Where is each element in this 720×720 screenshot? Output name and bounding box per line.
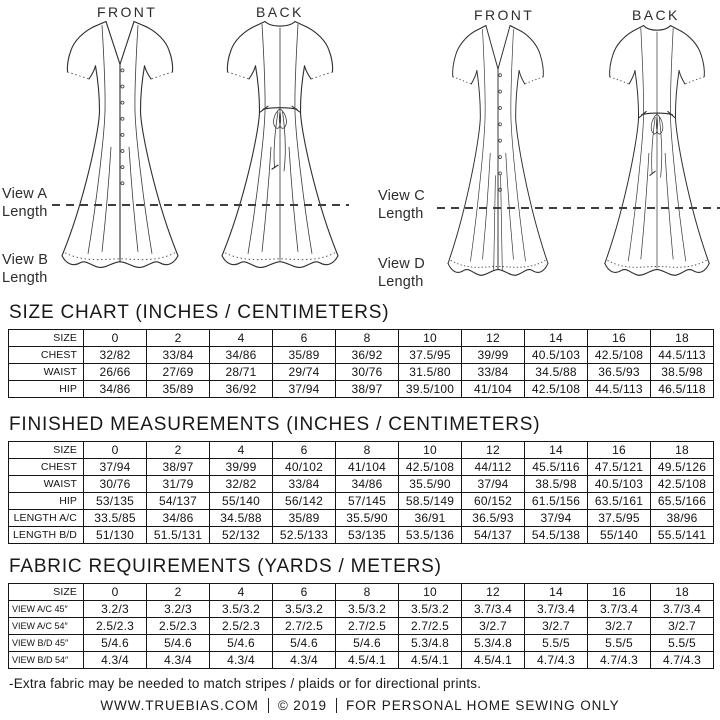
measurement-cell: 3.7/3.4: [525, 601, 588, 618]
size-column-header: 14: [525, 442, 588, 459]
measurement-cell: 3.5/3.2: [210, 601, 273, 618]
row-label: VIEW A/C 45″: [9, 601, 84, 618]
measurement-cell: 31/79: [147, 476, 210, 493]
measurement-cell: 35.5/90: [336, 510, 399, 527]
row-label: LENGTH B/D: [9, 527, 84, 544]
measurement-cell: 39.5/100: [399, 381, 462, 398]
header-row: [9, 584, 714, 601]
size-header-label: SIZE: [9, 442, 84, 459]
measurement-cell: 37/94: [525, 510, 588, 527]
pattern-illustrations: [0, 0, 720, 296]
measurement-cell: 4.3/4: [273, 652, 336, 669]
view-a-label-line2: Length: [2, 204, 48, 221]
measurement-cell: 37/94: [84, 459, 147, 476]
table-row: [9, 347, 714, 364]
size-column-header: 12: [462, 330, 525, 347]
measurement-cell: 40/102: [273, 459, 336, 476]
measurement-cell: 35/89: [273, 347, 336, 364]
measurement-cell: 28/71: [210, 364, 273, 381]
view-c-label-line2: Length: [378, 206, 424, 223]
measurement-cell: 31.5/80: [399, 364, 462, 381]
measurement-cell: 56/142: [273, 493, 336, 510]
table-row: [9, 635, 714, 652]
measurement-cell: 27/69: [147, 364, 210, 381]
measurement-cell: 36.5/93: [462, 510, 525, 527]
view-c-length-label: [378, 187, 425, 223]
measurement-cell: 51/130: [84, 527, 147, 544]
measurement-cell: 33/84: [147, 347, 210, 364]
size-column-header: 10: [399, 584, 462, 601]
view-a-label-line1: View A: [2, 186, 48, 202]
measurement-cell: 3.5/3.2: [399, 601, 462, 618]
view-b-length-label: [2, 251, 48, 287]
measurement-cell: 3.2/3: [147, 601, 210, 618]
measurement-cell: 38.5/98: [651, 364, 714, 381]
size-column-header: 14: [525, 330, 588, 347]
measurement-cell: 32/82: [210, 476, 273, 493]
measurement-cell: 41/104: [336, 459, 399, 476]
table-row: [9, 459, 714, 476]
measurement-cell: 36/92: [210, 381, 273, 398]
measurement-cell: 60/152: [462, 493, 525, 510]
size-column-header: 6: [273, 584, 336, 601]
view-b-label-line1: View B: [2, 252, 49, 268]
measurement-cell: 2.7/2.5: [273, 618, 336, 635]
measurement-cell: 61.5/156: [525, 493, 588, 510]
row-label: WAIST: [9, 364, 84, 381]
header-row: [9, 442, 714, 459]
measurement-cell: 36/92: [336, 347, 399, 364]
table-row: [9, 652, 714, 669]
measurement-cell: 4.3/4: [210, 652, 273, 669]
finished-measurements-table: [8, 441, 714, 544]
measurement-cell: 54/137: [147, 493, 210, 510]
finished-measurements-title: FINISHED MEASUREMENTS (INCHES / CENTIMETERS): [9, 414, 541, 435]
measurement-cell: 42.5/108: [651, 476, 714, 493]
measurement-cell: 5/4.6: [84, 635, 147, 652]
table-row: [9, 510, 714, 527]
row-label: VIEW B/D 45″: [9, 635, 84, 652]
measurement-cell: 5/4.6: [273, 635, 336, 652]
measurement-cell: 34/86: [147, 510, 210, 527]
measurement-cell: 4.5/4.1: [336, 652, 399, 669]
size-column-header: 16: [588, 330, 651, 347]
size-column-header: 0: [84, 442, 147, 459]
measurement-cell: 55.5/141: [651, 527, 714, 544]
view-b-label-line2: Length: [2, 270, 48, 287]
size-column-header: 6: [273, 330, 336, 347]
measurement-cell: 4.7/4.3: [588, 652, 651, 669]
table-row: [9, 618, 714, 635]
footer-website: WWW.TRUEBIAS.COM: [100, 698, 259, 713]
measurement-cell: 36.5/93: [588, 364, 651, 381]
measurement-cell: 3/2.7: [588, 618, 651, 635]
measurement-cell: 54/137: [462, 527, 525, 544]
measurement-cell: 2.7/2.5: [399, 618, 462, 635]
view-d-length-label: [378, 255, 425, 291]
dress-front-illustration-view-cd: [442, 22, 554, 290]
measurement-cell: 57/145: [336, 493, 399, 510]
measurement-cell: 53.5/136: [399, 527, 462, 544]
measurement-cell: 3.2/3: [84, 601, 147, 618]
row-label: HIP: [9, 381, 84, 398]
measurement-cell: 52.5/133: [273, 527, 336, 544]
row-label: VIEW A/C 54″: [9, 618, 84, 635]
size-column-header: 6: [273, 442, 336, 459]
size-column-header: 18: [651, 330, 714, 347]
size-column-header: 2: [147, 442, 210, 459]
measurement-cell: 3.7/3.4: [651, 601, 714, 618]
measurement-cell: 41/104: [462, 381, 525, 398]
measurement-cell: 44/112: [462, 459, 525, 476]
measurement-cell: 5.3/4.8: [462, 635, 525, 652]
size-column-header: 2: [147, 584, 210, 601]
dress-back-illustration-view-cd: [594, 22, 720, 290]
measurement-cell: 3.5/3.2: [336, 601, 399, 618]
size-header-label: SIZE: [9, 584, 84, 601]
measurement-cell: 52/132: [210, 527, 273, 544]
size-column-header: 10: [399, 442, 462, 459]
footer: [0, 698, 720, 713]
measurement-cell: 5.5/5: [651, 635, 714, 652]
fabric-requirements-title: FABRIC REQUIREMENTS (YARDS / METERS): [9, 556, 442, 577]
size-column-header: 12: [462, 584, 525, 601]
measurement-cell: 2.5/2.3: [84, 618, 147, 635]
fabric-requirements-table: [8, 583, 714, 669]
table-row: [9, 601, 714, 618]
measurement-cell: 4.3/4: [84, 652, 147, 669]
measurement-cell: 3/2.7: [462, 618, 525, 635]
measurement-cell: 53/135: [84, 493, 147, 510]
size-column-header: 12: [462, 442, 525, 459]
measurement-cell: 53/135: [336, 527, 399, 544]
size-chart-title: SIZE CHART (INCHES / CENTIMETERS): [9, 302, 390, 323]
measurement-cell: 34.5/88: [525, 364, 588, 381]
size-column-header: 16: [588, 584, 651, 601]
row-label: WAIST: [9, 476, 84, 493]
size-column-header: 2: [147, 330, 210, 347]
row-label: LENGTH A/C: [9, 510, 84, 527]
measurement-cell: 42.5/108: [399, 459, 462, 476]
size-column-header: 8: [336, 330, 399, 347]
row-label: CHEST: [9, 347, 84, 364]
measurement-cell: 3.5/3.2: [273, 601, 336, 618]
view-d-label-line2: Length: [378, 274, 424, 291]
measurement-cell: 5/4.6: [336, 635, 399, 652]
size-chart-table: [8, 329, 714, 398]
extra-fabric-note: -Extra fabric may be needed to match stripes / plaids or for directional prints.: [9, 676, 482, 691]
view-d-label-line1: View D: [378, 256, 425, 272]
measurement-cell: 42.5/108: [525, 381, 588, 398]
dress-back-illustration-view-ab: [210, 18, 350, 282]
measurement-cell: 38.5/98: [525, 476, 588, 493]
size-column-header: 4: [210, 584, 273, 601]
measurement-cell: 29/74: [273, 364, 336, 381]
measurement-cell: 38/97: [147, 459, 210, 476]
measurement-cell: 30/76: [84, 476, 147, 493]
view-ab-front-label: FRONT: [97, 4, 158, 20]
measurement-cell: 54.5/138: [525, 527, 588, 544]
measurement-cell: 5.5/5: [525, 635, 588, 652]
measurement-cell: 5.5/5: [588, 635, 651, 652]
measurement-cell: 58.5/149: [399, 493, 462, 510]
measurement-cell: 4.7/4.3: [651, 652, 714, 669]
footer-divider: [336, 698, 337, 713]
measurement-cell: 49.5/126: [651, 459, 714, 476]
measurement-cell: 2.5/2.3: [210, 618, 273, 635]
size-column-header: 18: [651, 442, 714, 459]
table-row: [9, 493, 714, 510]
size-column-header: 4: [210, 442, 273, 459]
measurement-cell: 55/140: [588, 527, 651, 544]
measurement-cell: 26/66: [84, 364, 147, 381]
size-column-header: 0: [84, 330, 147, 347]
measurement-cell: 45.5/116: [525, 459, 588, 476]
measurement-cell: 34/86: [84, 381, 147, 398]
measurement-cell: 47.5/121: [588, 459, 651, 476]
row-label: VIEW B/D 54″: [9, 652, 84, 669]
header-row: [9, 330, 714, 347]
size-column-header: 16: [588, 442, 651, 459]
measurement-cell: 39/99: [462, 347, 525, 364]
measurement-cell: 40.5/103: [588, 476, 651, 493]
dress-front-illustration-view-ab: [55, 18, 185, 282]
table-row: [9, 381, 714, 398]
measurement-cell: 32/82: [84, 347, 147, 364]
measurement-cell: 51.5/131: [147, 527, 210, 544]
measurement-cell: 37/94: [462, 476, 525, 493]
measurement-cell: 37/94: [273, 381, 336, 398]
measurement-cell: 3.7/3.4: [588, 601, 651, 618]
measurement-cell: 33/84: [273, 476, 336, 493]
measurement-cell: 39/99: [210, 459, 273, 476]
measurement-cell: 34/86: [336, 476, 399, 493]
footer-usage: FOR PERSONAL HOME SEWING ONLY: [345, 698, 620, 713]
measurement-cell: 5.3/4.8: [399, 635, 462, 652]
measurement-cell: 42.5/108: [588, 347, 651, 364]
view-a-length-label: [2, 185, 48, 221]
size-column-header: 14: [525, 584, 588, 601]
measurement-cell: 36/91: [399, 510, 462, 527]
view-a-length-dashed-line: [52, 204, 349, 206]
row-label: HIP: [9, 493, 84, 510]
size-column-header: 10: [399, 330, 462, 347]
size-column-header: 18: [651, 584, 714, 601]
size-header-label: SIZE: [9, 330, 84, 347]
size-column-header: 4: [210, 330, 273, 347]
footer-divider: [268, 698, 269, 713]
measurement-cell: 35/89: [273, 510, 336, 527]
measurement-cell: 44.5/113: [651, 347, 714, 364]
measurement-cell: 37.5/95: [399, 347, 462, 364]
view-cd-front-label: FRONT: [474, 7, 535, 23]
footer-copyright: © 2019: [277, 698, 327, 713]
measurement-cell: 3.7/3.4: [462, 601, 525, 618]
measurement-cell: 4.5/4.1: [399, 652, 462, 669]
measurement-cell: 35.5/90: [399, 476, 462, 493]
row-label: CHEST: [9, 459, 84, 476]
measurement-cell: 2.5/2.3: [147, 618, 210, 635]
view-cd-back-label: BACK: [632, 7, 680, 23]
measurement-cell: 65.5/166: [651, 493, 714, 510]
view-c-label-line1: View C: [378, 188, 425, 204]
measurement-cell: 33.5/85: [84, 510, 147, 527]
measurement-cell: 33/84: [462, 364, 525, 381]
measurement-cell: 34/86: [210, 347, 273, 364]
measurement-cell: 34.5/88: [210, 510, 273, 527]
view-c-length-dashed-line: [437, 207, 720, 209]
measurement-cell: 4.7/4.3: [525, 652, 588, 669]
table-row: [9, 364, 714, 381]
measurement-cell: 5/4.6: [210, 635, 273, 652]
measurement-cell: 63.5/161: [588, 493, 651, 510]
size-column-header: 8: [336, 442, 399, 459]
measurement-cell: 5/4.6: [147, 635, 210, 652]
measurement-cell: 2.7/2.5: [336, 618, 399, 635]
measurement-cell: 4.5/4.1: [462, 652, 525, 669]
size-column-header: 8: [336, 584, 399, 601]
measurement-cell: 38/96: [651, 510, 714, 527]
measurement-cell: 40.5/103: [525, 347, 588, 364]
table-row: [9, 527, 714, 544]
measurement-cell: 44.5/113: [588, 381, 651, 398]
measurement-cell: 35/89: [147, 381, 210, 398]
measurement-cell: 30/76: [336, 364, 399, 381]
measurement-cell: 55/140: [210, 493, 273, 510]
measurement-cell: 3/2.7: [651, 618, 714, 635]
measurement-cell: 37.5/95: [588, 510, 651, 527]
table-row: [9, 476, 714, 493]
measurement-cell: 46.5/118: [651, 381, 714, 398]
measurement-cell: 38/97: [336, 381, 399, 398]
measurement-cell: 3/2.7: [525, 618, 588, 635]
measurement-cell: 4.3/4: [147, 652, 210, 669]
view-ab-back-label: BACK: [256, 4, 304, 20]
size-column-header: 0: [84, 584, 147, 601]
